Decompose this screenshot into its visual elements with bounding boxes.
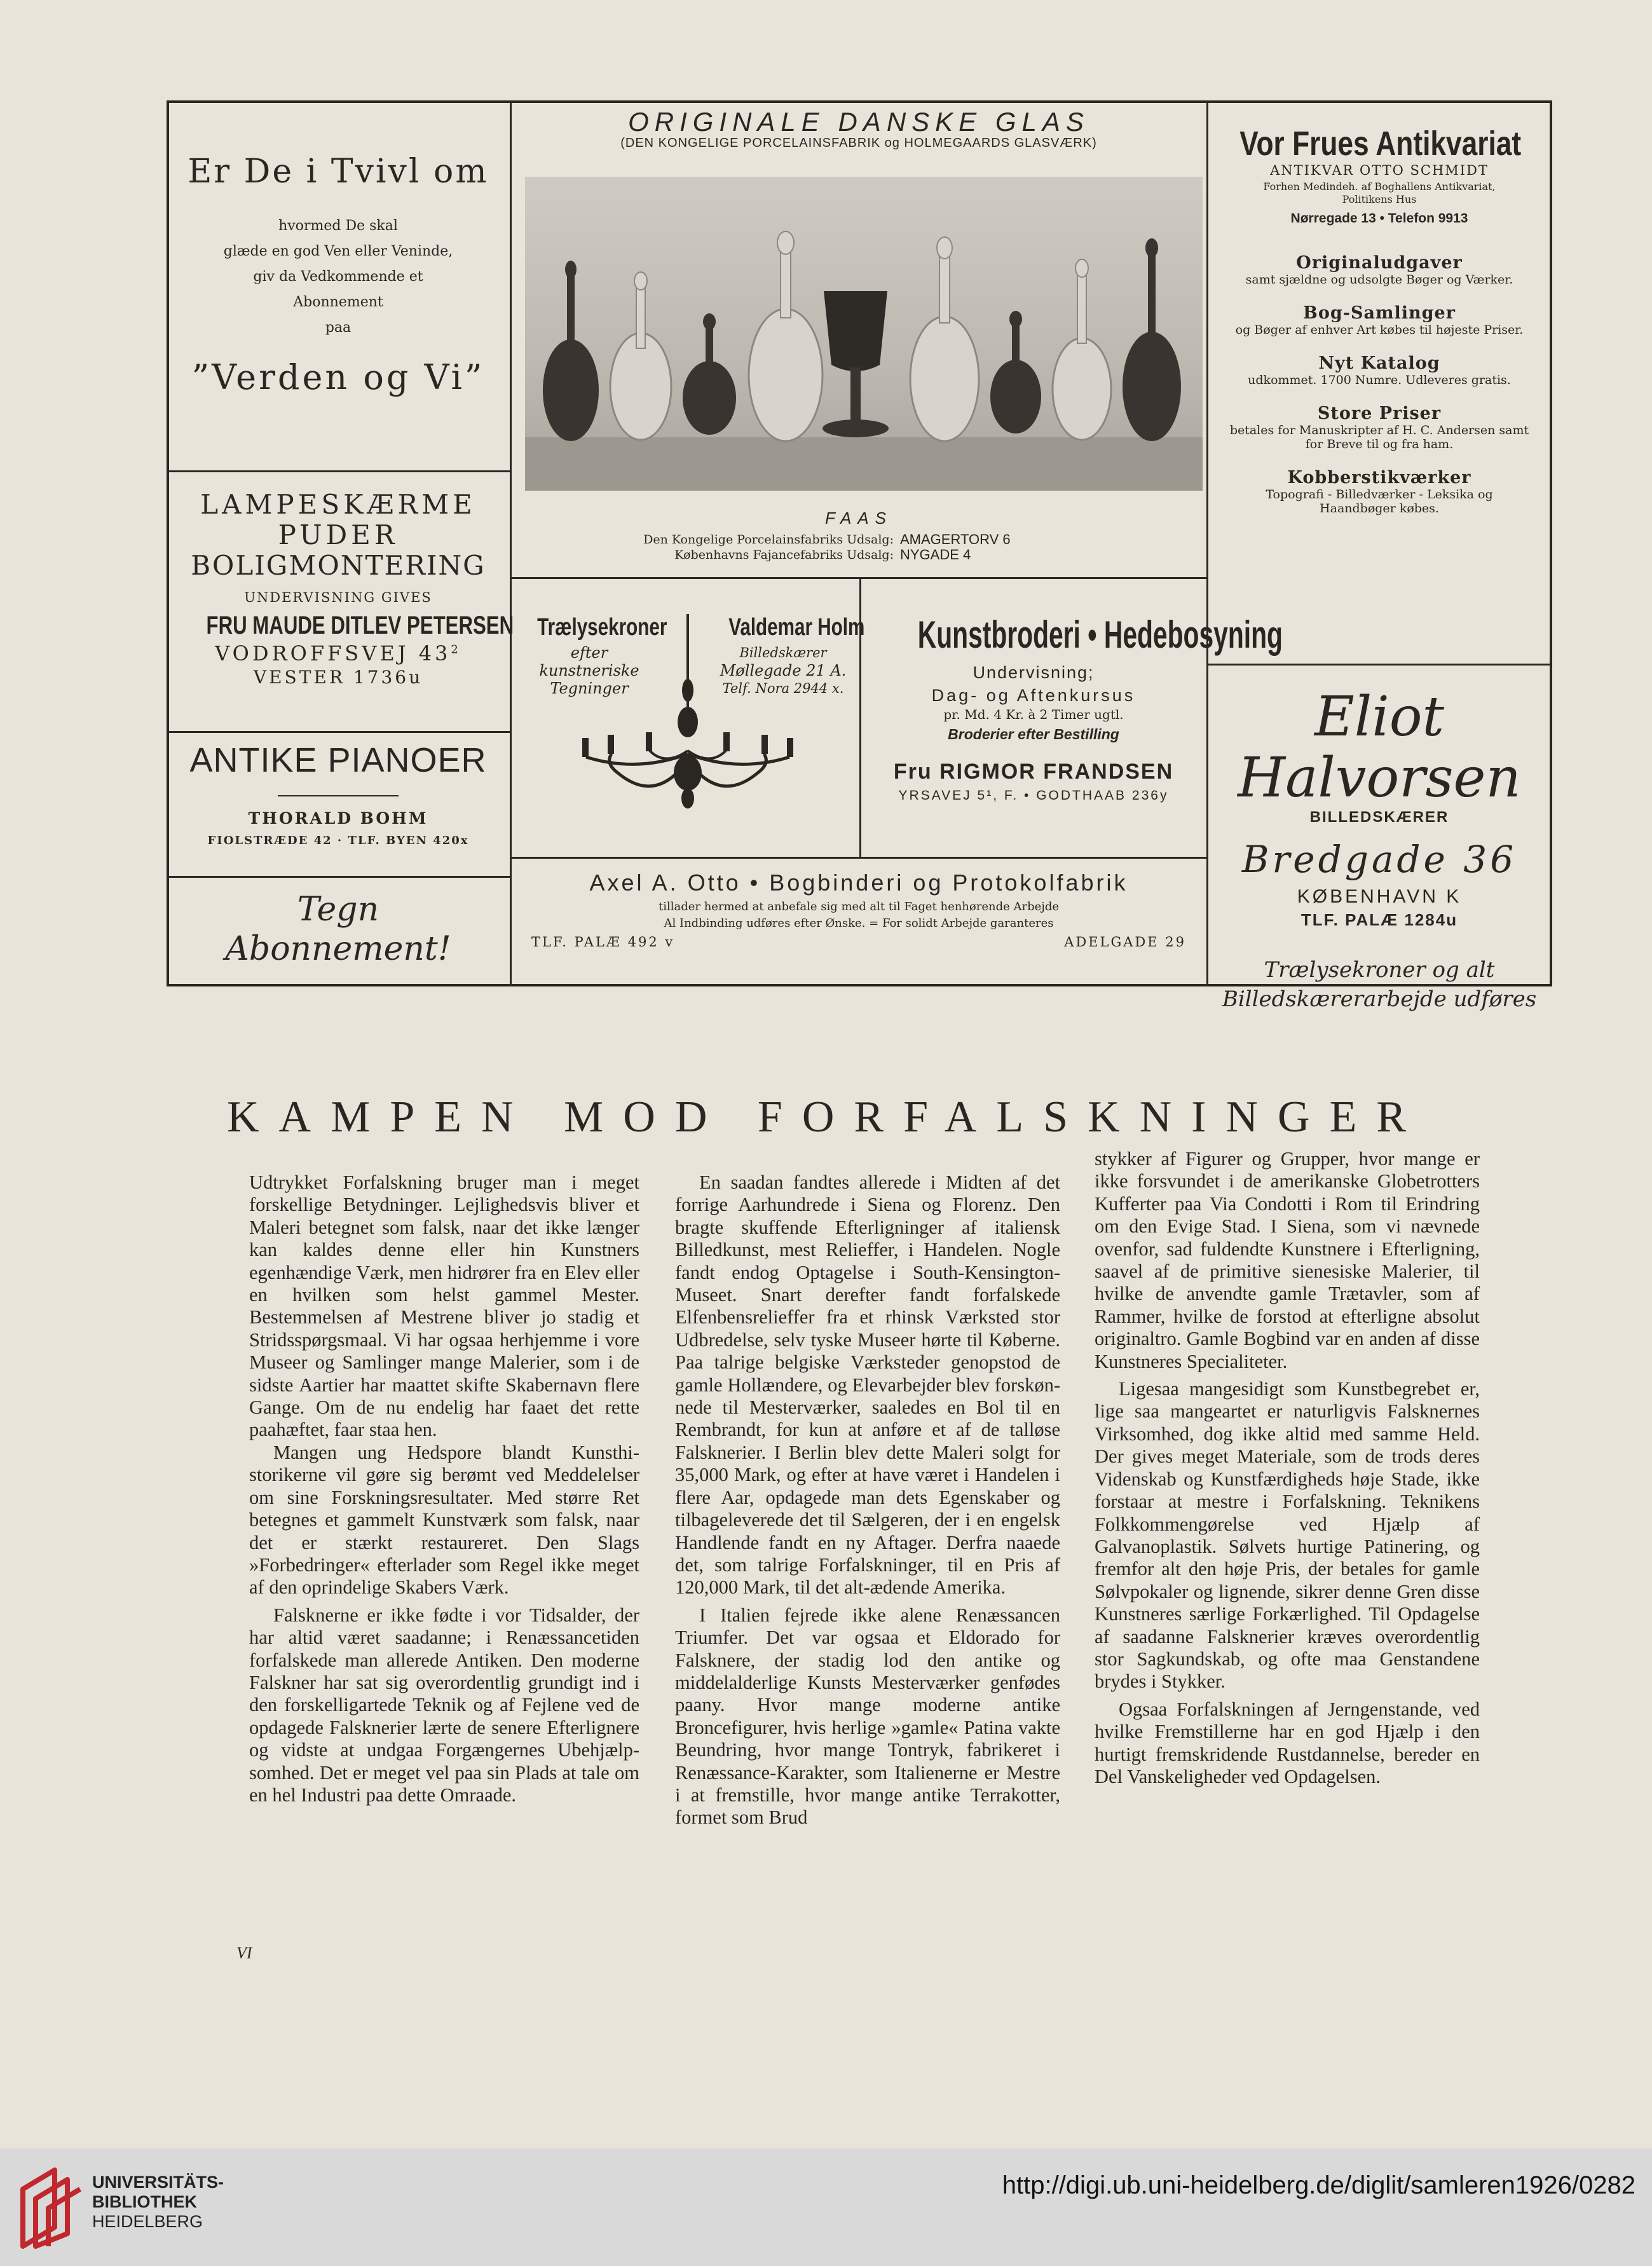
ad-halvorsen-line2: Billedskærerarbejde udføres — [1222, 986, 1537, 1012]
ad-antikvariat-section-text: og Bøger af enhver Art købes til højeste Priser. — [1235, 323, 1524, 337]
ad-holm-left-line: efter — [570, 644, 608, 662]
ad-pianoer-title: ANTIKE PIANOER — [189, 741, 487, 779]
ad-antikvariat-section-text: udkommet. 1700 Numre. Udleveres gratis. — [1248, 373, 1511, 387]
goblet-icon — [823, 291, 889, 437]
ad-tvivl-text — [169, 214, 507, 341]
ad-glas-subtitle: (DEN KONGELIGE PORCELAINSFABRIK og HOLMEGAARDS GLASVÆRK) — [620, 136, 1097, 150]
ad-antikvariat-address: Nørregade 13 • Telefon 9913 — [1290, 211, 1468, 226]
ad-lampe-name: FRU MAUDE DITLEV PETERSEN — [206, 611, 514, 639]
ad-lampe-street-text: VODROFFSVEJ 43 — [215, 641, 451, 665]
ad-antikvariat-section-head: Nyt Katalog — [1318, 353, 1440, 373]
ad-holm-right-line: Billedskærer — [739, 645, 827, 660]
ad-lampe-line: BOLIGMONTERING — [191, 550, 486, 581]
clear-bottle-icon — [1053, 259, 1111, 440]
ad-otto — [512, 870, 1205, 950]
ad-halvorsen-role: BILLEDSKÆRER — [1309, 809, 1449, 826]
ad-kunstbroderi — [863, 613, 1283, 803]
ad-kunstbroderi-line: Dag- og Aftenkursus — [931, 686, 1136, 705]
ad-antikvariat-section-head: Bog-Samlinger — [1303, 303, 1456, 323]
ad-kunstbroderi-title: Kunstbroderi • Hedebosyning — [917, 613, 1283, 656]
ad-tvivl-line: glæde en god Ven eller Veninde, — [223, 243, 453, 259]
page-number: VI — [236, 1944, 252, 1962]
ad-antikvariat-section — [1209, 353, 1550, 387]
ad-kunstbroderi-bestilling: Broderier efter Bestilling — [948, 726, 1119, 742]
ad-glas-footer — [512, 508, 1205, 563]
ad-halvorsen-street: Bredgade 36 — [1241, 838, 1517, 881]
ad-lampe-lines — [169, 489, 507, 581]
article-column-3 — [1095, 1148, 1480, 1788]
ad-glas-address-2 — [512, 547, 1205, 563]
glass-photo — [525, 177, 1203, 491]
ad-otto-line2: Al Indbinding udføres efter Ønske. = For solidt Arbejde garanteres — [664, 917, 1054, 930]
ad-otto-title: Axel A. Otto • Bogbinderi og Protokolfabrik — [589, 870, 1128, 896]
library-name-line: HEIDELBERG — [92, 2212, 203, 2231]
ad-pianoer-rule — [278, 795, 399, 796]
ad-glas-maker: FAAS — [825, 508, 892, 528]
glass-shelf — [525, 437, 1203, 491]
article-paragraph: Mangen ung Hedspore blandt Kunsthistorikerne vil gøre sig berømt ved Meddelelser om sine Forskningsresultater. Med større Ret betegnes et gammelt Kunstværk som falsk, naar det er stærkt restaureret. Den Slags »Forbedringer« efterlader som Regel ikke meget af den oprindelige Skabers Værk. — [249, 1441, 639, 1599]
ad-tvivl-line: hvormed De skal — [278, 218, 398, 234]
glass-bottles-illustration — [525, 177, 1203, 491]
ad-halvorsen — [1209, 686, 1550, 1014]
ad-halvorsen-tagline — [1209, 955, 1550, 1014]
clear-bottle-icon — [910, 237, 979, 441]
ad-halvorsen-line1: Trælysekroner og alt — [1264, 957, 1495, 983]
ad-divider — [510, 100, 512, 986]
ad-divider — [167, 731, 510, 733]
ad-halvorsen-city: KØBENHAVN K — [1297, 886, 1462, 907]
ad-lampe-line: LAMPESKÆRME — [200, 489, 476, 520]
ad-tvivl-line: giv da Vedkommende et — [253, 269, 423, 285]
clear-bottle-icon — [610, 272, 671, 440]
ad-tegn — [169, 890, 507, 969]
article-paragraph: Ogsaa Forfalskningen af Jerngenstande, ved hvilke Fremstillerne har en god Hjælp i den hurtigt fremskridende Rustdannelse, bereder en Del Vanskeligheder ved Opdagelsen. — [1095, 1698, 1480, 1787]
ad-holm-left-line: Tegninger — [550, 679, 629, 697]
library-name — [92, 2173, 224, 2232]
library-name-line: UNIVERSITÄTS- — [92, 2173, 224, 2192]
dark-bottle-icon — [683, 313, 736, 435]
article-paragraph: I Italien fejrede ikke alene Renæssancen Triumfer. Det var ogsaa et Eldorado for Falsknere, der stadig lod den antike og middelalderlige Kunsts Mesterværker genfødes paany. Hvor mange moderne antike Broncefigurer, hvis herlige »gamle« Patina vakte Beundring, hvor mange Tontryk, fabrikeret i Renæssance-Karakter, som Italienerne er Mestre i at fremstille, hvor mange antike Terrakotter, formet som Brud — [675, 1604, 1060, 1829]
dark-bottle-icon — [990, 311, 1041, 433]
ad-divider — [1206, 664, 1552, 665]
ad-lampe-line: PUDER — [278, 519, 399, 550]
ad-tvivl-line: paa — [325, 320, 352, 336]
ad-lampe — [169, 489, 514, 688]
ad-antikvariat-section — [1209, 253, 1550, 287]
digitization-url[interactable]: http://digi.ub.uni-heidelberg.de/diglit/samleren1926/0282 — [1002, 2171, 1635, 2199]
article-paragraph: Falsknerne er ikke fødte i vor Tidsalder, der har altid været saadanne; i Renæssancetiden forfalskede man allerede Antiken. Den moderne Falskner har sat sig overordentlig grundigt ind i den forskelligartede Teknik og af Fejlene ved de opdagede Falsknerier lærte de senere Efterlignere og vidste at undgaa Forgængernes Ubehjælpsomhed. Det er meget vel paa sin Plads at tale om en hel Industri paa dette Omraade. — [249, 1604, 639, 1806]
ad-glas-shop-address: AMAGERTORV 6 — [900, 531, 1011, 547]
ad-antikvariat-section-head: Kobberstikværker — [1287, 468, 1471, 488]
article-column-2 — [675, 1171, 1060, 1829]
ad-tvivl-line: Abonnement — [293, 294, 383, 310]
ad-holm-left-title: Trælysekroner — [537, 614, 667, 641]
ad-holm-right-line: Telf. Nora 2944 x. — [722, 681, 844, 696]
chandelier-icon — [561, 614, 815, 849]
ad-lampe-street — [169, 641, 507, 665]
ad-lampe-undervisning: UNDERVISNING GIVES — [244, 590, 432, 605]
library-name-line: BIBLIOTHEK — [92, 2192, 197, 2211]
article-paragraph: Udtrykket Forfalskning bruger man i meget forskellige Betydninger. Lejlighedsvis bliver et Maleri betegnet som falsk, naar det ikke længer kan kaldes denne eller hin Kunstners egenhændige Værk, men hidrører fra en Elev eller en hvilken som helst gammel Mester. Bestemmelsen af Mestrene bliver jo stadig et Stridsspørgsmaal. Vi har ogsaa herhjemme i vore Museer og Samlinger mange Malerier, som i de sidste Aartier har maattet skifte Skabernavn flere Gange. Om de nu endelig har faaet det rette paahæftet, faar staa hen. — [249, 1171, 639, 1441]
ad-tvivl — [169, 153, 507, 397]
ad-tegn-line1: Tegn — [297, 891, 379, 929]
ad-pianoer-address: FIOLSTRÆDE 42 · TLF. BYEN 420x — [207, 834, 469, 847]
ad-antikvariat — [1209, 125, 1550, 515]
ad-antikvariat-section — [1209, 468, 1550, 515]
ad-divider — [1206, 100, 1208, 986]
ad-kunstbroderi-name: Fru RIGMOR FRANDSEN — [893, 760, 1174, 784]
library-logo-icon — [17, 2164, 86, 2253]
ad-tegn-line2: Abonnement! — [225, 930, 451, 968]
ad-glas-address-1 — [512, 532, 1205, 547]
ad-tvivl-magazine: ”Verden og Vi” — [191, 357, 485, 397]
article-column-1 — [249, 1171, 639, 1806]
ad-divider — [167, 876, 510, 878]
ad-antikvariat-section-text: Topografi - Billedværker - Leksika og Haandbøger købes. — [1266, 488, 1493, 515]
ad-lampe-phone: VESTER 1736u — [253, 667, 423, 688]
ad-pianoer-name: THORALD BOHM — [248, 809, 428, 828]
ad-glas — [512, 108, 1205, 151]
ad-antikvariat-section — [1209, 404, 1550, 451]
article-paragraph: stykker af Figurer og Grupper, hvor mange er ikke forsvundet i de amerikanske Globetrotters Kufferter paa Via Condotti i Rom til Erindring om den Evige Stad. I Siena, som vi nævnede ovenfor, sad fuldendte Kunstnere i Efterligning, saavel af de primitive sienesiske Malerier, til hvilke de anvendte gamle Trætavler, som af Rammer, hvilke de forstod at efterligne absolut originaltro. Gamle Bogbind var en anden af disse Kunstneres Specialiteter. — [1095, 1148, 1480, 1372]
ad-antikvariat-section-text: betales for Manuskripter af H. C. Andersen samt for Breve til og fra ham. — [1229, 423, 1529, 451]
article-paragraph: Ligesaa mangesidigt som Kunstbegrebet er, lige saa mangeartet er naturligvis Falsknernes Virksomhed, dog ikke altid med samme Held. Der gives meget Materiale, som de trods deres Videnskab og Kunstfærdigheds høje Stade, ikke forstaar at mestre i Forfalskning. Teknikens Folkkommengørelse ved Hjælp af Galvanoplastik. Sølvets hurtige Patinering, og fremfor alt den høje Pris, der betales for gamle Sølvpokaler og lignende, sikrer denne Gren disse Kunstneres særlige Forkærlighed. Til Opdagelse af saadanne Falsknerier kræves overordentlig stor Sagkundskab, og ofte maa Genstandene brydes i Stykker. — [1095, 1378, 1480, 1693]
ad-divider — [167, 470, 510, 472]
ad-divider — [510, 577, 1206, 579]
ad-kunstbroderi-line: Undervisning; — [973, 663, 1095, 682]
ad-otto-line1: tillader hermed at anbefale sig med alt til Faget henhørende Arbejde — [658, 900, 1060, 913]
ad-glas-title: ORIGINALE DANSKE GLAS — [628, 107, 1089, 137]
ad-glas-shop-label: Københavns Fajancefabriks Udsalg: — [674, 548, 894, 562]
dark-bottle-icon — [1123, 238, 1181, 441]
ad-antikvariat-section-head: Originaludgaver — [1296, 253, 1463, 273]
ad-antikvariat-section-text: samt sjældne og udsolgte Bøger og Værker. — [1245, 273, 1513, 287]
ad-otto-address: ADELGADE 29 — [1064, 934, 1186, 950]
ad-antikvariat-former2: Politikens Hus — [1342, 193, 1417, 205]
ad-divider — [510, 857, 1206, 859]
ad-kunstbroderi-text — [863, 661, 1204, 707]
ad-otto-contact — [512, 932, 1205, 950]
ad-holm-right-title: Valdemar Holm — [728, 614, 865, 641]
ad-kunstbroderi-address: YRSAVEJ 5¹, F. • GODTHAAB 236y — [898, 788, 1169, 803]
ad-glas-shop-address: NYGADE 4 — [900, 547, 971, 563]
ad-antikvariat-former: Forhen Medindeh. af Boghallens Antikvariat, — [1263, 181, 1496, 193]
ad-antikvariat-sections — [1209, 253, 1550, 515]
ad-halvorsen-name: Eliot Halvorsen — [1238, 685, 1521, 810]
ad-antikvariat-section — [1209, 303, 1550, 337]
ad-otto-phone: TLF. PALÆ 492 v — [531, 934, 675, 950]
article-paragraph: En saadan fandtes allerede i Midten af det forrige Aarhundrede i Siena og Florenz. Den bragte skuffende Efterligninger af italiensk Billedkunst, mest Relieffer, i Handelen. Nogle fandt endog Optagelse i South-Kensington-Museet. Snart derefter fandt forfalskede Elfenbensrelieffer fra et rhinsk Værksted stor Udbredelse, selv tyske Museer hørte til Køberne. Paa talrige belgiske Værksteder genopstod de gamle Hollændere, og Elevarbejder blev forskønnede til Mesterværker, saaledes en Bol til en Rembrandt, for kun at anføre et af de talløse Falsknerier. I Berlin blev dette Maleri solgt for 35,000 Mark, og efter at have været i Handelen i flere Aar, opdagede man dets Egenskaber og tilbageleverede det til Sælgeren, der i en engelsk Handlende fandt en ny Aftager. Derfra naaede det, som talrige Forfalskninger, til en Pris af 120,000 Mark, til det alt-ædende Amerika. — [675, 1171, 1060, 1599]
ad-antikvariat-title: Vor Frues Antikvariat — [1239, 125, 1522, 163]
footer-bar — [0, 2148, 1652, 2266]
ad-kunstbroderi-line: pr. Md. 4 Kr. à 2 Timer ugtl. — [943, 707, 1124, 722]
article-title: KAMPEN MOD FORFALSKNINGER — [226, 1093, 1426, 1142]
ad-antikvariat-owner: ANTIKVAR OTTO SCHMIDT — [1270, 163, 1489, 178]
ad-holm-right-line: Møllegade 21 A. — [720, 662, 847, 679]
ad-antikvariat-section-head: Store Priser — [1317, 404, 1442, 423]
clear-bottle-icon — [749, 231, 823, 441]
ad-lampe-street-sup: 2 — [451, 643, 461, 657]
ad-holm-left-line: kunstneriske — [539, 662, 639, 679]
ad-tvivl-title: Er De i Tvivl om — [188, 153, 489, 191]
ad-pianoer — [169, 741, 507, 847]
ad-halvorsen-phone: TLF. PALÆ 1284u — [1300, 910, 1458, 929]
ad-glas-shop-label: Den Kongelige Porcelainsfabriks Udsalg: — [643, 533, 894, 547]
dark-bottle-icon — [543, 261, 599, 441]
